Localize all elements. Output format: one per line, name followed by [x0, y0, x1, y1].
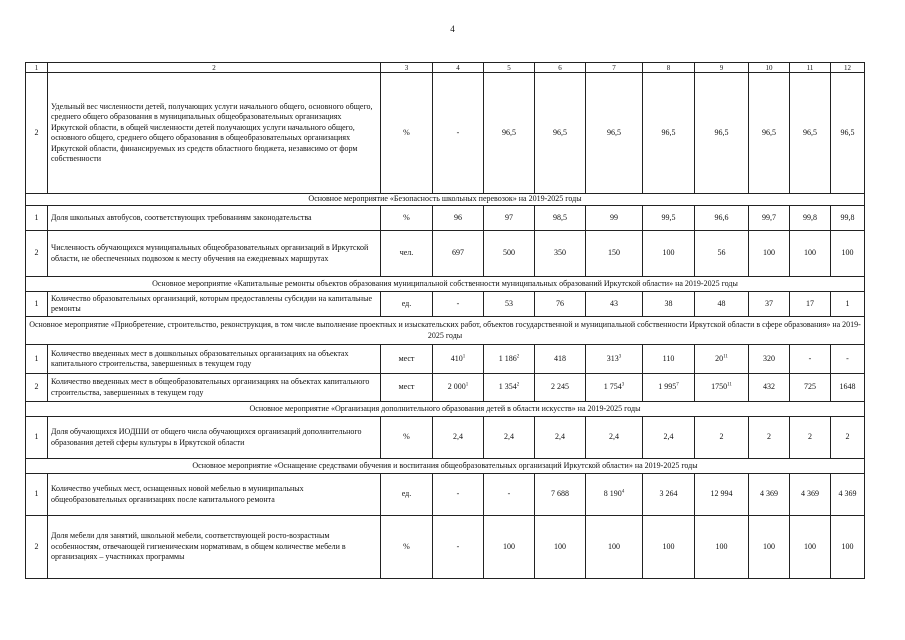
- value-cell: [433, 292, 484, 317]
- value-cell: [484, 374, 535, 402]
- unit-cell: мест: [381, 345, 433, 374]
- value-text: 418: [554, 353, 566, 363]
- value-text: 100: [662, 541, 675, 551]
- table-row: [26, 231, 865, 277]
- section-title: Основное мероприятие «Оснащение средствами обучения и воспитания общеобразовательных организаций Иркутской области» на 2019-2025 годы: [26, 459, 865, 474]
- value-cell: [535, 206, 586, 231]
- value-cell: [535, 417, 586, 459]
- value-text: 150: [608, 248, 620, 258]
- section-row: [26, 194, 865, 206]
- value-text: 96,5: [840, 127, 855, 137]
- section-title: Основное мероприятие «Безопасность школьных перевозок» на 2019-2025 годы: [26, 194, 865, 206]
- indicator-description: Численность обучающихся муниципальных общеобразовательных организаций в Иркутской области, не обеспеченных подвозом к месту обучения на ежедневных маршрутах: [48, 231, 381, 277]
- value-text: 96,5: [661, 127, 676, 137]
- value-text: 99,5: [661, 212, 676, 222]
- value-cell: [831, 206, 865, 231]
- value-cell: [790, 345, 831, 374]
- value-text: 2: [845, 432, 850, 442]
- value-cell: [790, 516, 831, 579]
- header-cell: 3: [381, 63, 433, 73]
- value-cell: [484, 73, 535, 194]
- indicators-table: [25, 62, 865, 579]
- value-text: 96,5: [714, 127, 729, 137]
- row-number: 1: [26, 292, 48, 317]
- value-text: 350: [554, 248, 566, 258]
- value-cell: [433, 73, 484, 194]
- value-cell: [484, 206, 535, 231]
- value-cell: [535, 73, 586, 194]
- value-text: 2: [808, 432, 812, 442]
- value-text: 96,5: [502, 127, 516, 137]
- value-cell: [433, 345, 484, 374]
- header-cell: 9: [695, 63, 749, 73]
- value-text: 48: [717, 298, 726, 308]
- header-cell: 10: [749, 63, 790, 73]
- value-cell: [535, 374, 586, 402]
- footnote-mark: 1: [465, 382, 469, 388]
- value-cell: [749, 474, 790, 516]
- value-text: -: [456, 489, 460, 499]
- section-row: [26, 277, 865, 292]
- value-text: 38: [664, 298, 673, 308]
- value-cell: [586, 231, 643, 277]
- value-text: 20: [715, 353, 724, 363]
- value-cell: [831, 292, 865, 317]
- value-text: -: [456, 541, 460, 551]
- value-text: 53: [505, 298, 513, 308]
- header-cell: 7: [586, 63, 643, 73]
- indicator-description: Доля школьных автобусов, соответствующих требованиям законодательства: [48, 206, 381, 231]
- header-cell: 11: [790, 63, 831, 73]
- value-text: 96: [454, 212, 462, 222]
- indicator-description: Количество введенных мест в общеобразовательных организациях на объектах капитального строительства, завершенных в текущем году: [48, 374, 381, 402]
- value-cell: [484, 345, 535, 374]
- indicator-description: Доля мебели для занятий, школьной мебели, соответствующей росто-возрастным особенностям, отвечающей гигиеническим нормативам, в общем количестве мебели в организациях – участниках программы: [48, 516, 381, 579]
- value-cell: [749, 516, 790, 579]
- header-cell: 8: [643, 63, 695, 73]
- value-text: 17: [806, 298, 814, 308]
- value-cell: [790, 474, 831, 516]
- value-cell: [831, 417, 865, 459]
- row-number: 1: [26, 474, 48, 516]
- value-cell: [831, 231, 865, 277]
- value-cell: [484, 516, 535, 579]
- value-cell: [749, 231, 790, 277]
- value-cell: [586, 206, 643, 231]
- value-text: -: [456, 298, 460, 308]
- footnote-mark: 7: [676, 382, 679, 388]
- value-text: 4 369: [838, 489, 857, 499]
- row-number: 1: [26, 345, 48, 374]
- value-cell: [831, 474, 865, 516]
- value-text: 56: [717, 248, 726, 258]
- value-text: 96,6: [714, 212, 729, 222]
- value-text: -: [846, 353, 849, 363]
- value-cell: [484, 292, 535, 317]
- value-cell: [643, 231, 695, 277]
- value-cell: [749, 417, 790, 459]
- indicator-description: Количество образовательных организаций, которым предоставлены субсидии на капитальные ремонты: [48, 292, 381, 317]
- table-row: [26, 516, 865, 579]
- value-text: 98,5: [553, 212, 567, 222]
- header-cell: 6: [535, 63, 586, 73]
- table-row: [26, 345, 865, 374]
- value-text: 100: [662, 248, 675, 258]
- value-text: 7 688: [551, 489, 569, 499]
- footnote-mark: 2: [516, 354, 520, 360]
- header-cell: 12: [831, 63, 865, 73]
- unit-cell: %: [381, 417, 433, 459]
- value-cell: [586, 374, 643, 402]
- value-cell: [749, 292, 790, 317]
- value-cell: [695, 417, 749, 459]
- section-title: Основное мероприятие «Организация дополнительного образования детей в области искусств» на 2019-2025 годы: [26, 402, 865, 417]
- value-cell: [643, 292, 695, 317]
- table-row: [26, 474, 865, 516]
- value-cell: [433, 374, 484, 402]
- value-text: 8 190: [603, 489, 622, 499]
- value-text: -: [507, 489, 511, 499]
- footnote-mark: 11: [727, 382, 732, 388]
- value-cell: [790, 73, 831, 194]
- value-cell: [643, 474, 695, 516]
- unit-cell: %: [381, 206, 433, 231]
- value-text: 100: [804, 248, 816, 258]
- value-cell: [695, 292, 749, 317]
- value-text: 99: [610, 212, 618, 222]
- row-number: 2: [26, 231, 48, 277]
- table-row: [26, 417, 865, 459]
- value-text: 2,4: [663, 432, 674, 442]
- value-text: 2: [719, 432, 724, 442]
- value-text: 96,5: [607, 127, 621, 137]
- value-cell: [433, 417, 484, 459]
- value-cell: [695, 206, 749, 231]
- value-cell: [586, 516, 643, 579]
- value-text: 96,5: [803, 127, 817, 137]
- value-cell: [643, 206, 695, 231]
- row-number: 2: [26, 73, 48, 194]
- indicator-description: Доля обучающихся ИОДШИ от общего числа обучающихся организаций дополнительного образования детей сферы культуры в Иркутской области: [48, 417, 381, 459]
- value-text: 76: [556, 298, 564, 308]
- value-text: 2,4: [555, 432, 565, 442]
- row-number: 2: [26, 516, 48, 579]
- value-text: 2 000: [447, 382, 466, 392]
- value-text: 96,5: [553, 127, 567, 137]
- value-text: 96,5: [762, 127, 776, 137]
- value-cell: [695, 374, 749, 402]
- value-cell: [433, 516, 484, 579]
- value-cell: [790, 206, 831, 231]
- value-text: 100: [608, 541, 620, 551]
- table-row: [26, 374, 865, 402]
- value-cell: [535, 292, 586, 317]
- value-cell: [749, 73, 790, 194]
- unit-cell: ед.: [381, 474, 433, 516]
- value-text: 697: [452, 248, 464, 258]
- value-text: 37: [765, 298, 773, 308]
- value-text: 100: [554, 541, 566, 551]
- value-cell: [695, 345, 749, 374]
- value-cell: [433, 231, 484, 277]
- value-text: 4 369: [760, 489, 778, 499]
- value-text: 313: [606, 353, 619, 363]
- row-number: 1: [26, 206, 48, 231]
- value-cell: [749, 345, 790, 374]
- section-row: [26, 459, 865, 474]
- table-row: [26, 73, 865, 194]
- value-text: 4 369: [801, 489, 819, 499]
- unit-cell: %: [381, 516, 433, 579]
- value-cell: [484, 417, 535, 459]
- value-text: 1 995: [658, 382, 677, 392]
- value-text: 99,8: [840, 212, 855, 222]
- value-cell: [831, 516, 865, 579]
- value-cell: [695, 73, 749, 194]
- unit-cell: мест: [381, 374, 433, 402]
- header-cell: 5: [484, 63, 535, 73]
- value-text: 432: [763, 382, 775, 392]
- value-cell: [790, 292, 831, 317]
- unit-cell: %: [381, 73, 433, 194]
- value-text: 100: [715, 541, 728, 551]
- section-title: Основное мероприятие «Капитальные ремонты объектов образования муниципальной собственности муниципальных образований Иркутской области» на 2019-2025 годы: [26, 277, 865, 292]
- value-text: 43: [610, 298, 618, 308]
- value-text: -: [808, 353, 812, 363]
- value-cell: [643, 374, 695, 402]
- value-text: 500: [503, 248, 515, 258]
- footnote-mark: 11: [723, 354, 728, 360]
- footnote-mark: 3: [618, 354, 622, 360]
- value-cell: [643, 345, 695, 374]
- section-title: Основное мероприятие «Приобретение, строительство, реконструкция, в том числе выполнение проектных и изыскательских работ, объектов государственной и муниципальной собственности Иркутской области в сфере образования» на 2019-2025 годы: [26, 317, 865, 345]
- value-cell: [535, 231, 586, 277]
- footnote-mark: 2: [516, 382, 520, 388]
- value-text: 110: [662, 353, 675, 363]
- value-cell: [535, 345, 586, 374]
- value-text: 1 186: [498, 353, 517, 363]
- value-cell: [586, 474, 643, 516]
- value-text: 410: [450, 353, 463, 363]
- value-cell: [535, 474, 586, 516]
- row-number: 1: [26, 417, 48, 459]
- value-cell: [695, 474, 749, 516]
- header-cell: 1: [26, 63, 48, 73]
- value-cell: [586, 73, 643, 194]
- value-text: 99,7: [762, 212, 776, 222]
- value-text: 1 354: [498, 382, 517, 392]
- value-text: 2,4: [609, 432, 619, 442]
- value-text: 2,4: [504, 432, 514, 442]
- value-cell: [695, 516, 749, 579]
- value-text: 1750: [711, 382, 728, 392]
- table-row: [26, 292, 865, 317]
- value-cell: [484, 474, 535, 516]
- value-text: 100: [763, 248, 775, 258]
- value-cell: [643, 73, 695, 194]
- value-text: 2,4: [453, 432, 463, 442]
- value-text: 100: [804, 541, 816, 551]
- header-cell: 4: [433, 63, 484, 73]
- value-cell: [586, 292, 643, 317]
- value-cell: [790, 417, 831, 459]
- value-text: 100: [763, 541, 775, 551]
- value-text: 1: [845, 298, 850, 308]
- unit-cell: чел.: [381, 231, 433, 277]
- value-cell: [643, 516, 695, 579]
- value-text: -: [456, 127, 460, 137]
- value-cell: [586, 417, 643, 459]
- header-cell: 2: [48, 63, 381, 73]
- value-text: 725: [804, 382, 816, 392]
- value-text: 320: [763, 353, 775, 363]
- value-cell: [749, 374, 790, 402]
- value-cell: [831, 345, 865, 374]
- value-text: 100: [503, 541, 515, 551]
- header-row: [26, 63, 865, 73]
- value-text: 1 754: [603, 382, 622, 392]
- value-text: 100: [841, 541, 854, 551]
- value-cell: [831, 374, 865, 402]
- indicator-description: Удельный вес численности детей, получающих услуги начального общего, основного общего, среднего общего образования в муниципальных общеобразовательных организациях Иркутской области, в общей численности детей получающих услуги начального общего, основного общего, среднего общего образования в общеобразовательных организациях Иркутской области, финансируемых из средств областного бюджета, независимо от форм собственности: [48, 73, 381, 194]
- value-cell: [790, 231, 831, 277]
- value-cell: [433, 206, 484, 231]
- value-text: 2 245: [551, 382, 569, 392]
- section-row: [26, 317, 865, 345]
- row-number: 2: [26, 374, 48, 402]
- indicator-description: Количество введенных мест в дошкольных образовательных организациях на объектах капитального строительства, завершенных в текущем году: [48, 345, 381, 374]
- value-text: 12 994: [710, 489, 733, 499]
- value-cell: [749, 206, 790, 231]
- section-row: [26, 402, 865, 417]
- value-text: 3 264: [659, 489, 678, 499]
- value-text: 100: [841, 248, 854, 258]
- value-cell: [433, 474, 484, 516]
- value-text: 1648: [839, 382, 856, 392]
- page-number: 4: [450, 24, 455, 34]
- value-text: 2: [767, 432, 771, 442]
- value-cell: [790, 374, 831, 402]
- table-row: [26, 206, 865, 231]
- footnote-mark: 1: [462, 354, 466, 360]
- value-cell: [695, 231, 749, 277]
- unit-cell: ед.: [381, 292, 433, 317]
- value-cell: [586, 345, 643, 374]
- value-text: 99,8: [803, 212, 817, 222]
- value-text: 97: [505, 212, 513, 222]
- value-cell: [484, 231, 535, 277]
- value-cell: [831, 73, 865, 194]
- indicator-description: Количество учебных мест, оснащенных новой мебелью в муниципальных общеобразовательных организациях после капитального ремонта: [48, 474, 381, 516]
- value-cell: [643, 417, 695, 459]
- footnote-mark: 3: [621, 382, 625, 388]
- value-cell: [535, 516, 586, 579]
- footnote-mark: 4: [621, 489, 625, 495]
